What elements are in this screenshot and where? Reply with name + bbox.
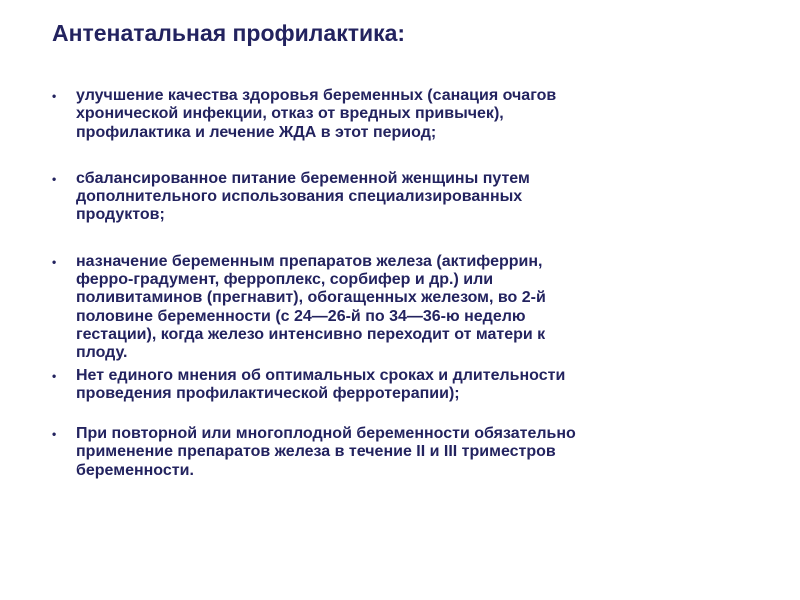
bullet-line: гестации), когда железо интенсивно переходит от матери к [76,325,546,343]
bullet-text [76,425,752,480]
bullet-text [76,170,752,225]
bullet-line: продуктов; [76,206,165,224]
bullet-text [76,87,752,142]
bullet-line: проведения профилактической ферротерапии); [76,384,460,402]
bullet-line: назначение беременным препаратов железа (актиферрин, [76,252,543,270]
list-item [52,253,752,363]
bullet-line: ферро-градумент, ферроплекс, сорбифер и др.) или [76,271,494,289]
bullet-text [76,367,752,404]
bullet-line: поливитаминов (прегнавит), обогащенных железом, во 2-й [76,289,546,307]
bullet-line: профилактика и лечение ЖДА в этот период; [76,123,437,141]
bullet-line: При повторной или многоплодной беременности обязательно [76,425,576,443]
bullet-line: плоду. [76,344,128,362]
bullet-marker: • [52,89,57,103]
bullet-line: дополнительного использования специализированных [76,188,523,206]
list-item [52,87,752,142]
list-item [52,170,752,225]
bullet-text [76,253,752,363]
bullet-line: применение препаратов железа в течение II и III триместров [76,443,556,461]
bullet-list [52,87,752,480]
bullet-line: улучшение качества здоровья беременных (санация очагов [76,87,557,104]
bullet-marker: • [52,254,57,269]
bullet-marker: • [52,368,57,383]
bullet-line: Нет единого мнения об оптимальных сроках и длительности [76,366,566,384]
bullet-line: беременности. [76,461,194,479]
bullet-marker: • [52,427,57,442]
list-item [52,425,752,480]
bullet-line: половине беременности (с 24—26-й по 34—36-ю неделю [76,307,526,325]
bullet-marker: • [52,171,57,186]
bullet-line: хронической инфекции, отказ от вредных привычек), [76,105,504,123]
bullet-line: сбалансированное питание беременной женщины путем [76,169,530,187]
list-item [52,367,752,404]
slide-title: Антенатальная профилактика: [52,20,406,46]
